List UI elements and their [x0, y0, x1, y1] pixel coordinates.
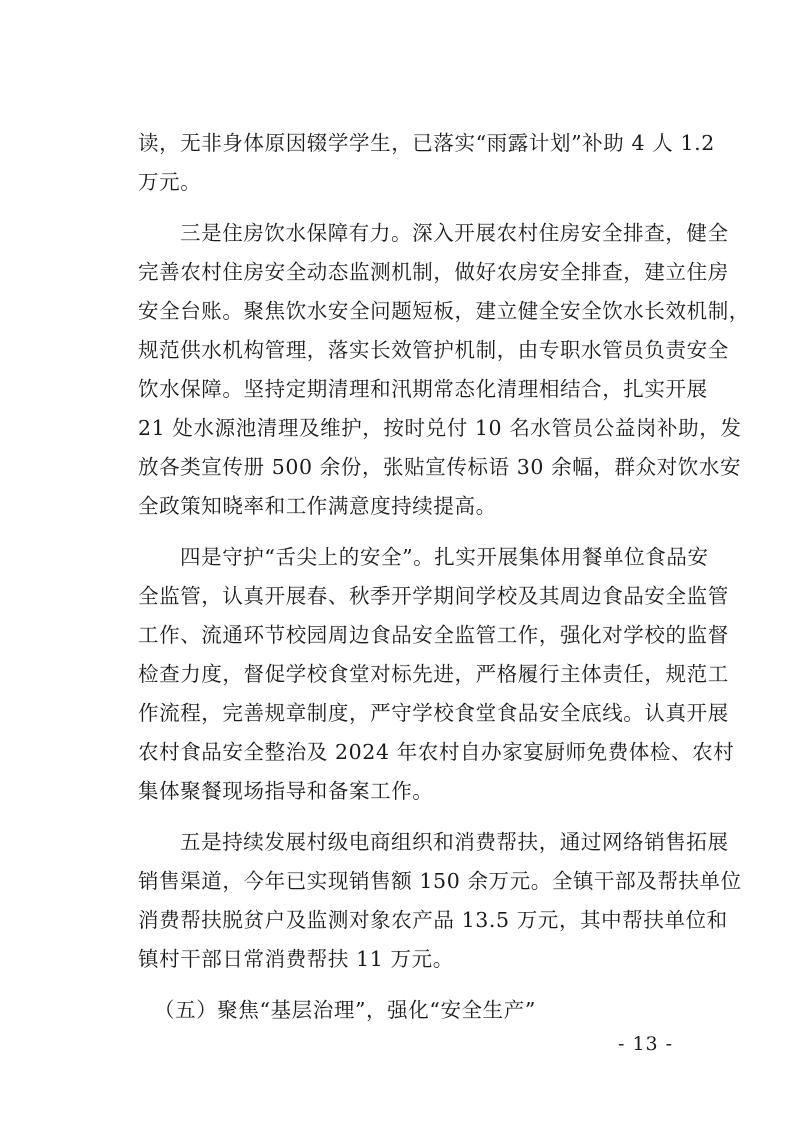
- paragraph-first-line: 五是持续发展村级电商组织和消费帮扶，通过网络销售拓展: [180, 830, 729, 854]
- text-line: 放各类宣传册 500 余份，张贴宣传标语 30 余幅，群众对饮水安: [138, 455, 742, 479]
- text-line: 饮水保障。坚持定期清理和汛期常态化清理相结合，扎实开展: [138, 377, 708, 401]
- paragraph-first-line: 三是住房饮水保障有力。深入开展农村住房安全排查，健全: [180, 221, 729, 245]
- text-line: 集体聚餐现场指导和备案工作。: [138, 779, 434, 803]
- text-line: 销售渠道，今年已实现销售额 150 余万元。全镇干部及帮扶单位: [138, 869, 742, 893]
- section-heading: （五）聚焦“基层治理”，强化“安全生产”: [154, 998, 536, 1022]
- text-line: 工作、流通环节校园周边食品安全监管工作，强化对学校的监督: [138, 623, 729, 647]
- text-line: 农村食品安全整治及 2024 年农村自办家宴厨师免费体检、农村: [138, 740, 735, 764]
- page-number: - 13 -: [618, 1033, 674, 1055]
- text-line: 规范供水机构管理，落实长效管护机制，由专职水管员负责安全: [138, 338, 729, 362]
- text-line: 万元。: [138, 170, 202, 194]
- text-line: 作流程，完善规章制度，严守学校食堂食品安全底线。认真开展: [138, 701, 729, 725]
- text-line: 消费帮扶脱贫户及监测对象农产品 13.5 万元，其中帮扶单位和: [138, 908, 728, 932]
- text-line: 镇村干部日常消费帮扶 11 万元。: [138, 947, 454, 971]
- paragraph-first-line: 四是守护“舌尖上的安全”。扎实开展集体用餐单位食品安: [180, 545, 709, 569]
- text-line: 21 处水源池清理及维护，按时兑付 10 名水管员公益岗补助，发: [138, 416, 742, 440]
- text-line: 全监管，认真开展春、秋季开学期间学校及其周边食品安全监管: [138, 584, 729, 608]
- text-line: 安全台账。聚焦饮水安全问题短板，建立健全安全饮水长效机制，: [138, 299, 750, 323]
- text-line: 读，无非身体原因辍学学生，已落实“雨露计划”补助 4 人 1.2: [138, 131, 715, 155]
- text-line: 检查力度，督促学校食堂对标先进，严格履行主体责任，规范工: [138, 662, 729, 686]
- text-line: 完善农村住房安全动态监测机制，做好农房安全排查，建立住房: [138, 260, 729, 284]
- text-line: 全政策知晓率和工作满意度持续提高。: [138, 494, 497, 518]
